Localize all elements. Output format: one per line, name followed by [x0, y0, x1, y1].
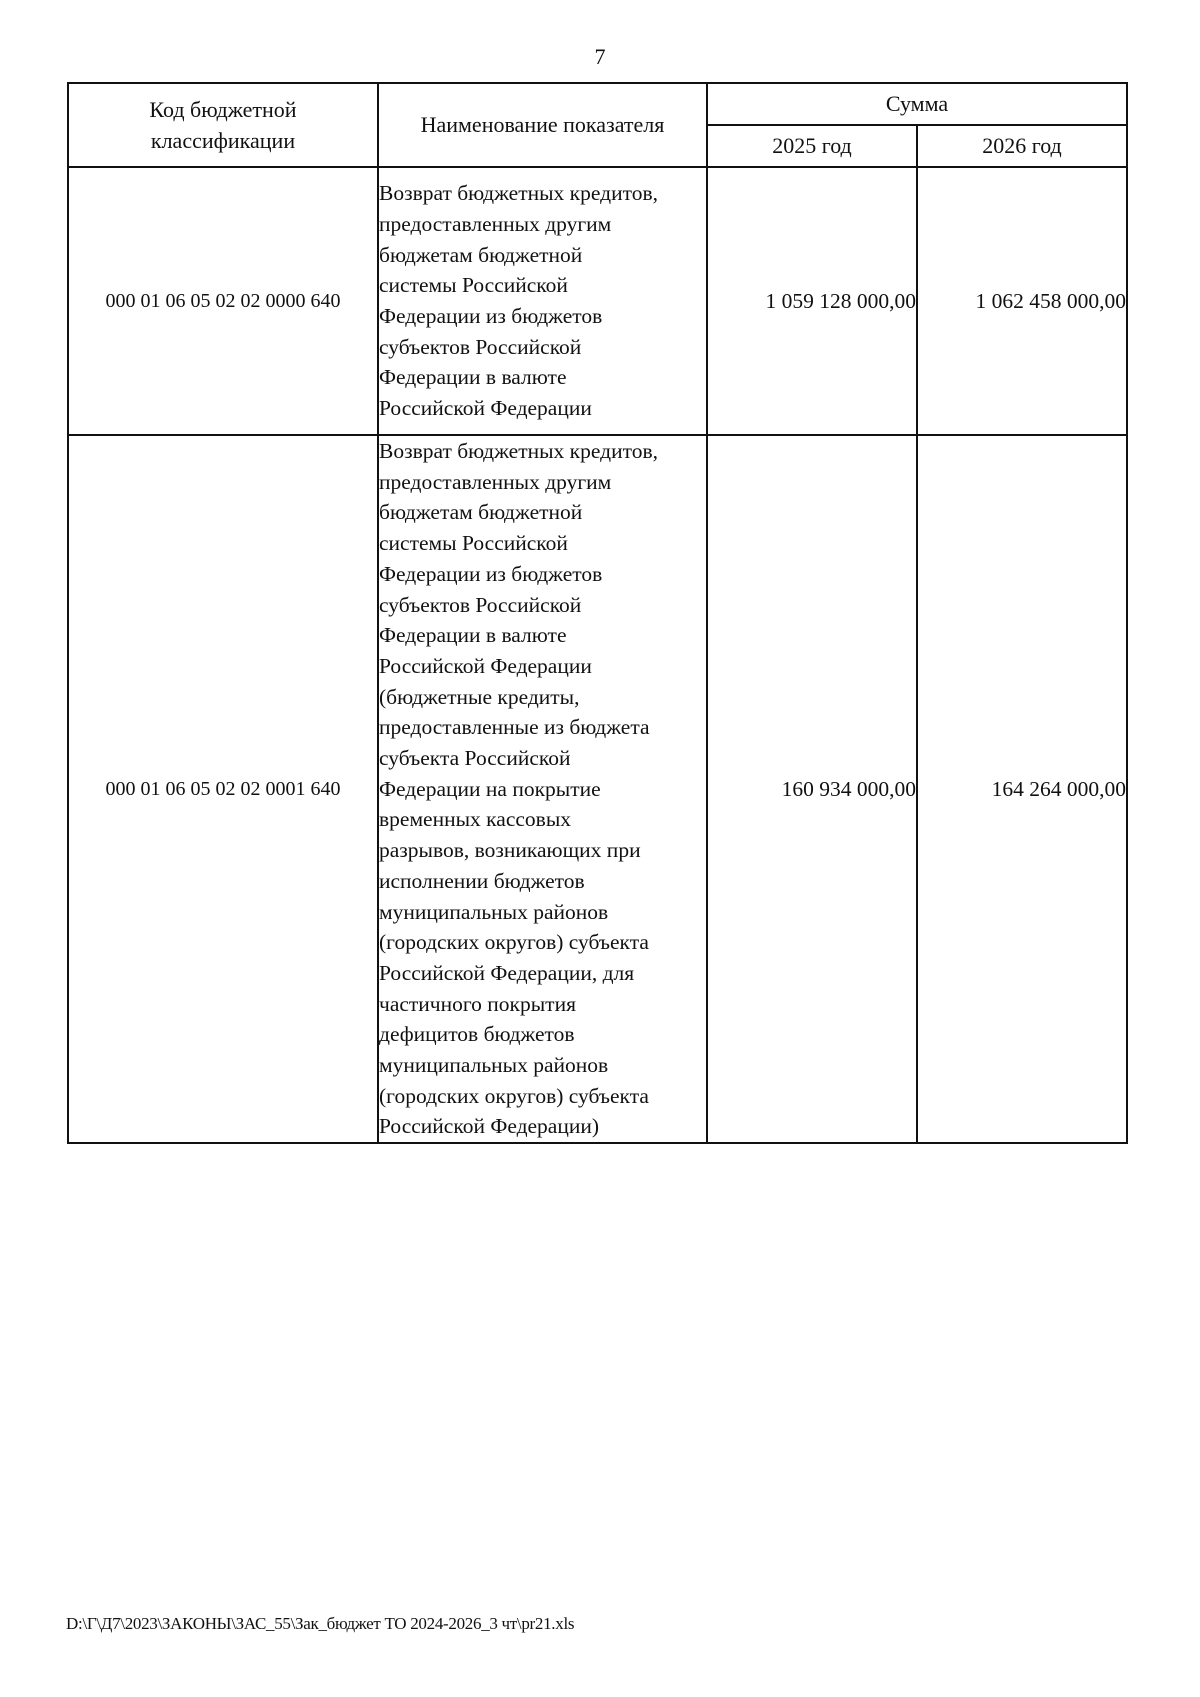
- indicator-name-line: Федерации из бюджетов: [379, 561, 603, 586]
- indicator-name-line: (бюджетные кредиты,: [379, 684, 580, 709]
- indicator-name-line: временных кассовых: [379, 807, 572, 832]
- header-code-line: классификации: [150, 128, 296, 153]
- indicator-name-line: Российской Федерации: [379, 396, 592, 421]
- indicator-name-line: бюджетам бюджетной: [379, 500, 583, 525]
- amount-2025-cell: 160 934 000,00: [707, 435, 917, 1143]
- header-code: [68, 83, 378, 167]
- indicator-name-line: Российской Федерации): [379, 1114, 600, 1139]
- indicator-name-line: Федерации в валюте: [379, 623, 567, 648]
- indicator-name-line: предоставленных другим: [379, 211, 612, 236]
- header-year-2025: 2025 год: [707, 125, 917, 167]
- page-number: 7: [594, 44, 606, 69]
- indicator-name-line: субъектов Российской: [379, 334, 582, 359]
- indicator-name-line: Федерации из бюджетов: [379, 304, 603, 328]
- indicator-name-cell: [378, 167, 707, 435]
- indicator-name-line: бюджетам бюджетной: [379, 242, 583, 267]
- header-code-line: Код бюджетной: [149, 97, 297, 122]
- indicator-name-line: исполнении бюджетов: [379, 868, 585, 893]
- indicator-name-line: Российской Федерации: [379, 653, 592, 678]
- indicator-name-cell: [378, 435, 707, 1143]
- indicator-name-line: Федерации на покрытие: [379, 776, 601, 801]
- indicator-name-line: предоставленные из бюджета: [379, 715, 650, 740]
- indicator-name-line: системы Российской: [379, 531, 568, 556]
- indicator-name-line: муниципальных районов: [379, 1053, 609, 1078]
- indicator-name-line: (городских округов) субъекта: [379, 930, 649, 955]
- indicator-name-line: дефицитов бюджетов: [379, 1022, 575, 1047]
- indicator-name-line: (городских округов) субъекта: [379, 1083, 649, 1108]
- indicator-name-line: Российской Федерации, для: [379, 960, 635, 985]
- indicator-name-line: Возврат бюджетных кредитов,: [379, 181, 658, 206]
- budget-table: [67, 82, 1128, 1144]
- file-path-footer: D:\Г\Д7\2023\ЗАКОНЫ\ЗАС_55\Зак_бюджет ТО 2024-2026_3 чт\pr21.xls: [66, 1614, 575, 1633]
- indicator-name-line: Федерации в валюте: [379, 365, 567, 390]
- header-year-2026: 2026 год: [917, 125, 1127, 167]
- amount-2025-cell: 1 059 128 000,00: [707, 167, 917, 435]
- header-sum: Сумма: [707, 83, 1127, 125]
- amount-2026-cell: 164 264 000,00: [917, 435, 1127, 1143]
- indicator-name-line: предоставленных другим: [379, 469, 612, 494]
- indicator-name-line: частичного покрытия: [379, 991, 576, 1016]
- budget-code-cell: 000 01 06 05 02 02 0000 640: [68, 167, 378, 435]
- budget-code-cell: 000 01 06 05 02 02 0001 640: [68, 435, 378, 1143]
- table-row: [68, 167, 1127, 435]
- indicator-name-line: разрывов, возникающих при: [379, 838, 641, 863]
- header-name: Наименование показателя: [378, 83, 707, 167]
- amount-2026-cell: 1 062 458 000,00: [917, 167, 1127, 435]
- indicator-name-line: Возврат бюджетных кредитов,: [379, 439, 658, 463]
- indicator-name-line: системы Российской: [379, 273, 568, 298]
- indicator-name-line: субъекта Российской: [379, 746, 571, 771]
- indicator-name-line: субъектов Российской: [379, 592, 582, 617]
- indicator-name-line: муниципальных районов: [379, 899, 609, 924]
- table-row: [68, 435, 1127, 1143]
